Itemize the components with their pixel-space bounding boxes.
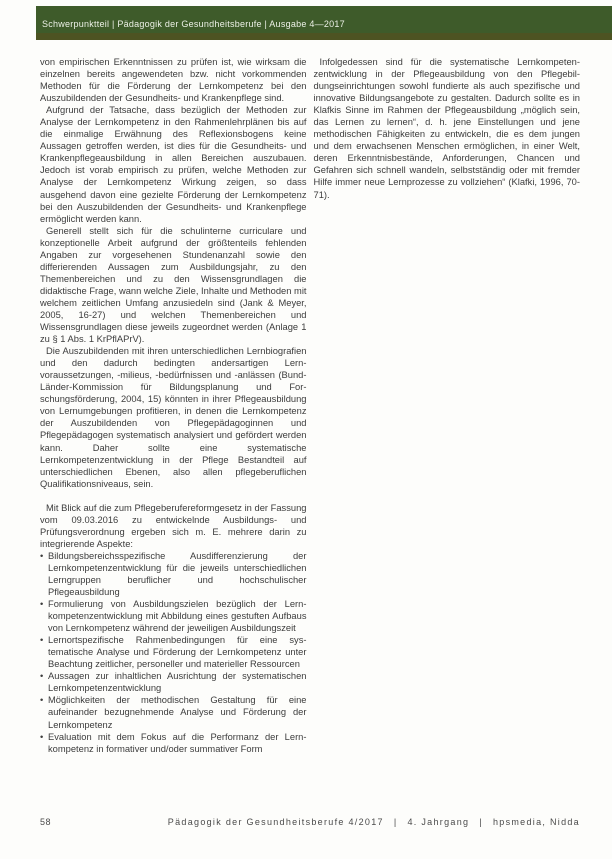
bullet-text: Formulierung von Ausbildungszielen bezüglich der Lernkompetenzentwicklung mit Abbildung eines gestuften Aufbaus von Lernkompetenz während der jeweiligen Ausbildungszeit: [48, 599, 307, 634]
journal-title: Pädagogik der Gesundheitsberufe 4/2017: [167, 817, 384, 827]
bullet-icon: •: [40, 635, 44, 646]
journal-volume: 4. Jahrgang: [407, 817, 470, 827]
header-bar: [36, 6, 612, 40]
bullet-icon: •: [40, 695, 44, 706]
bullet-text: Evaluation mit dem Fokus auf die Performanz der Lernkompetenz in formativer und/oder summativer Form: [48, 731, 307, 754]
aspects-intro: Mit Blick auf die zum Pflegeberufereformgesetz in der Fassung vom 09.03.2016 zu entwickelnde Ausbildungs- und Prüfungsverordnung ergeben sich m. E. mehrere darin zu integrierende Aspekte:: [40, 502, 307, 549]
page-number: 58: [40, 817, 52, 827]
bullet-item: [40, 550, 307, 598]
journal-publisher: hpsmedia, Nidda: [492, 817, 580, 827]
bullet-item: [40, 670, 307, 694]
bullet-text: Bildungsbereichsspezifische Ausdifferenzierung der Lernkompetenzentwicklung für die jeweils unterschiedlichen Lerngruppen beruflicher und hochschulischer Pflegeausbildung: [48, 550, 307, 598]
bullet-icon: •: [40, 599, 44, 610]
page-footer: [40, 817, 580, 827]
article-body: [40, 56, 580, 755]
bullet-icon: •: [40, 731, 44, 742]
bullet-list: [40, 550, 307, 755]
header-bar-main: [36, 6, 612, 33]
bullet-text: Lernortspezifische Rahmenbedingungen für eine systematische Analyse und Förderung der Lernkompetenz unter Beachtung zeitlicher, personeller und materieller Ressourcen: [48, 635, 307, 670]
footer-journal-line: [168, 817, 580, 827]
bullet-text: Aussagen zur inhaltlichen Ausrichtung der systematischen Lernkompetenzentwicklung: [48, 671, 307, 694]
right-column: [314, 56, 581, 755]
bullet-item: [40, 598, 307, 634]
footer-separator: |: [479, 817, 483, 827]
bullet-text: Möglichkeiten der methodischen Gestaltung für eine aufeinander bezugnehmende Analyse und Förderung der Lernkompetenz: [48, 695, 307, 730]
paragraph: Infolgedessen sind für die systematische Lernkompetenzentwicklung in der Pflegeausbildung von den Pflegebildungseinrichtungen sowohl fundierte als auch spezifische und innovative Bildungsangebote zu gestalten. Dadurch sollte es in Klafkis Sinne im Rahmen der Pflegeausbildung „möglich sein, das Lernen zu lernen“, d. h. jene Einstellungen und jene methodischen Fähigkeiten zu entwickeln, die es dem jungen und dem erwachsenen Menschen ermöglichen, in einer Welt, deren Erkenntnisbestände, Anforderungen, Chancen und Gefahren sich schnell wandeln, selbstständig oder mit fremder Hilfe immer neue Lernprozesse zu vollziehen“ (Klafki, 1996, 70-71).: [313, 57, 580, 200]
bullet-icon: •: [40, 671, 44, 682]
footer-separator: |: [393, 817, 398, 827]
paragraph: Die Auszubildenden mit ihren unterschiedlichen Lernbiografien und den dadurch bedingten andersartigen Lernvoraussetzungen, -milieus, -bedürfnissen und -anlässen (Bund-Länder-Kommission für Bildungsplanung und Forschungsförderung, 2004, 15) könnten in ihrer Pflegeausbildung von Lernumgebungen profitieren, in denen die Lernkompetenz der Auszubildenden von Pflegepädagoginnen und Pflegepädagogen systematisch analysiert und gefördert werden kann. Daher sollte eine systematische Lernkompetenzentwicklung in der Pflege Bestandteil auf unterschiedlichen Ebenen, also allen pflegeberuflichen Qualifikationsniveaus, sein.: [40, 346, 307, 489]
bullet-item: [40, 634, 307, 670]
header-bar-accent-strip: [36, 33, 612, 40]
paragraph: Aufgrund der Tatsache, dass bezüglich der Methoden zur Analyse der Lernkompetenz in den Rahmenlehrplänen bis auf die einmalige Erwähnung des Reflexionsbogens keine Aussagen getroffen werden, ist dies für die Gesundheits- und Krankenpflegeausbildung in allen Bereichen auszubauen. Jedoch ist vorab empirisch zu prüfen, welche Methoden zur Analyse der Lernkompetenz Wirkung zeigen, so dass ausgehend davon eine gezielte Förderung der Lernkompetenz bei den Auszubildenden der Gesundheits- und Krankenpflege ermöglicht werden kann.: [40, 105, 307, 224]
bullet-item: [40, 731, 307, 755]
bullet-icon: •: [40, 550, 44, 561]
paragraph: Generell stellt sich für die schulinterne curriculare und konzeptionelle Arbeit aufgrund der größtenteils fehlenden Angaben zur vorgesehenen Stundenanzahl sowie den differierenden Aussagen zum Ausbildungsjahr, zu den Themenbereichen und zu den Wissensgrundlagen die didaktische Frage, wann welche Ziele, Inhalte und Methoden mit welchem zeitlichen Umfang anzusiedeln sind (Jank & Meyer, 2005, 16-27) und welchen Themenbereichen und Wissensgrundlagen diese jeweils zugeordnet werden (Anlage 1 zu § 1 Abs. 1 KrPflAPrV).: [40, 225, 307, 345]
paragraph: von empirischen Erkenntnissen zu prüfen ist, wie wirksam die einzelnen bereits angewendeten bzw. nicht vorkommenden Methoden für die Förderung der Lernkompetenz bei den Auszubildenden der Gesundheits- und Krankenpflege sind.: [40, 57, 307, 104]
left-column: [40, 56, 307, 755]
bullet-item: [40, 694, 307, 730]
header-bar-text: Schwerpunktteil | Pädagogik der Gesundheitsberufe | Ausgabe 4—2017: [42, 19, 345, 29]
